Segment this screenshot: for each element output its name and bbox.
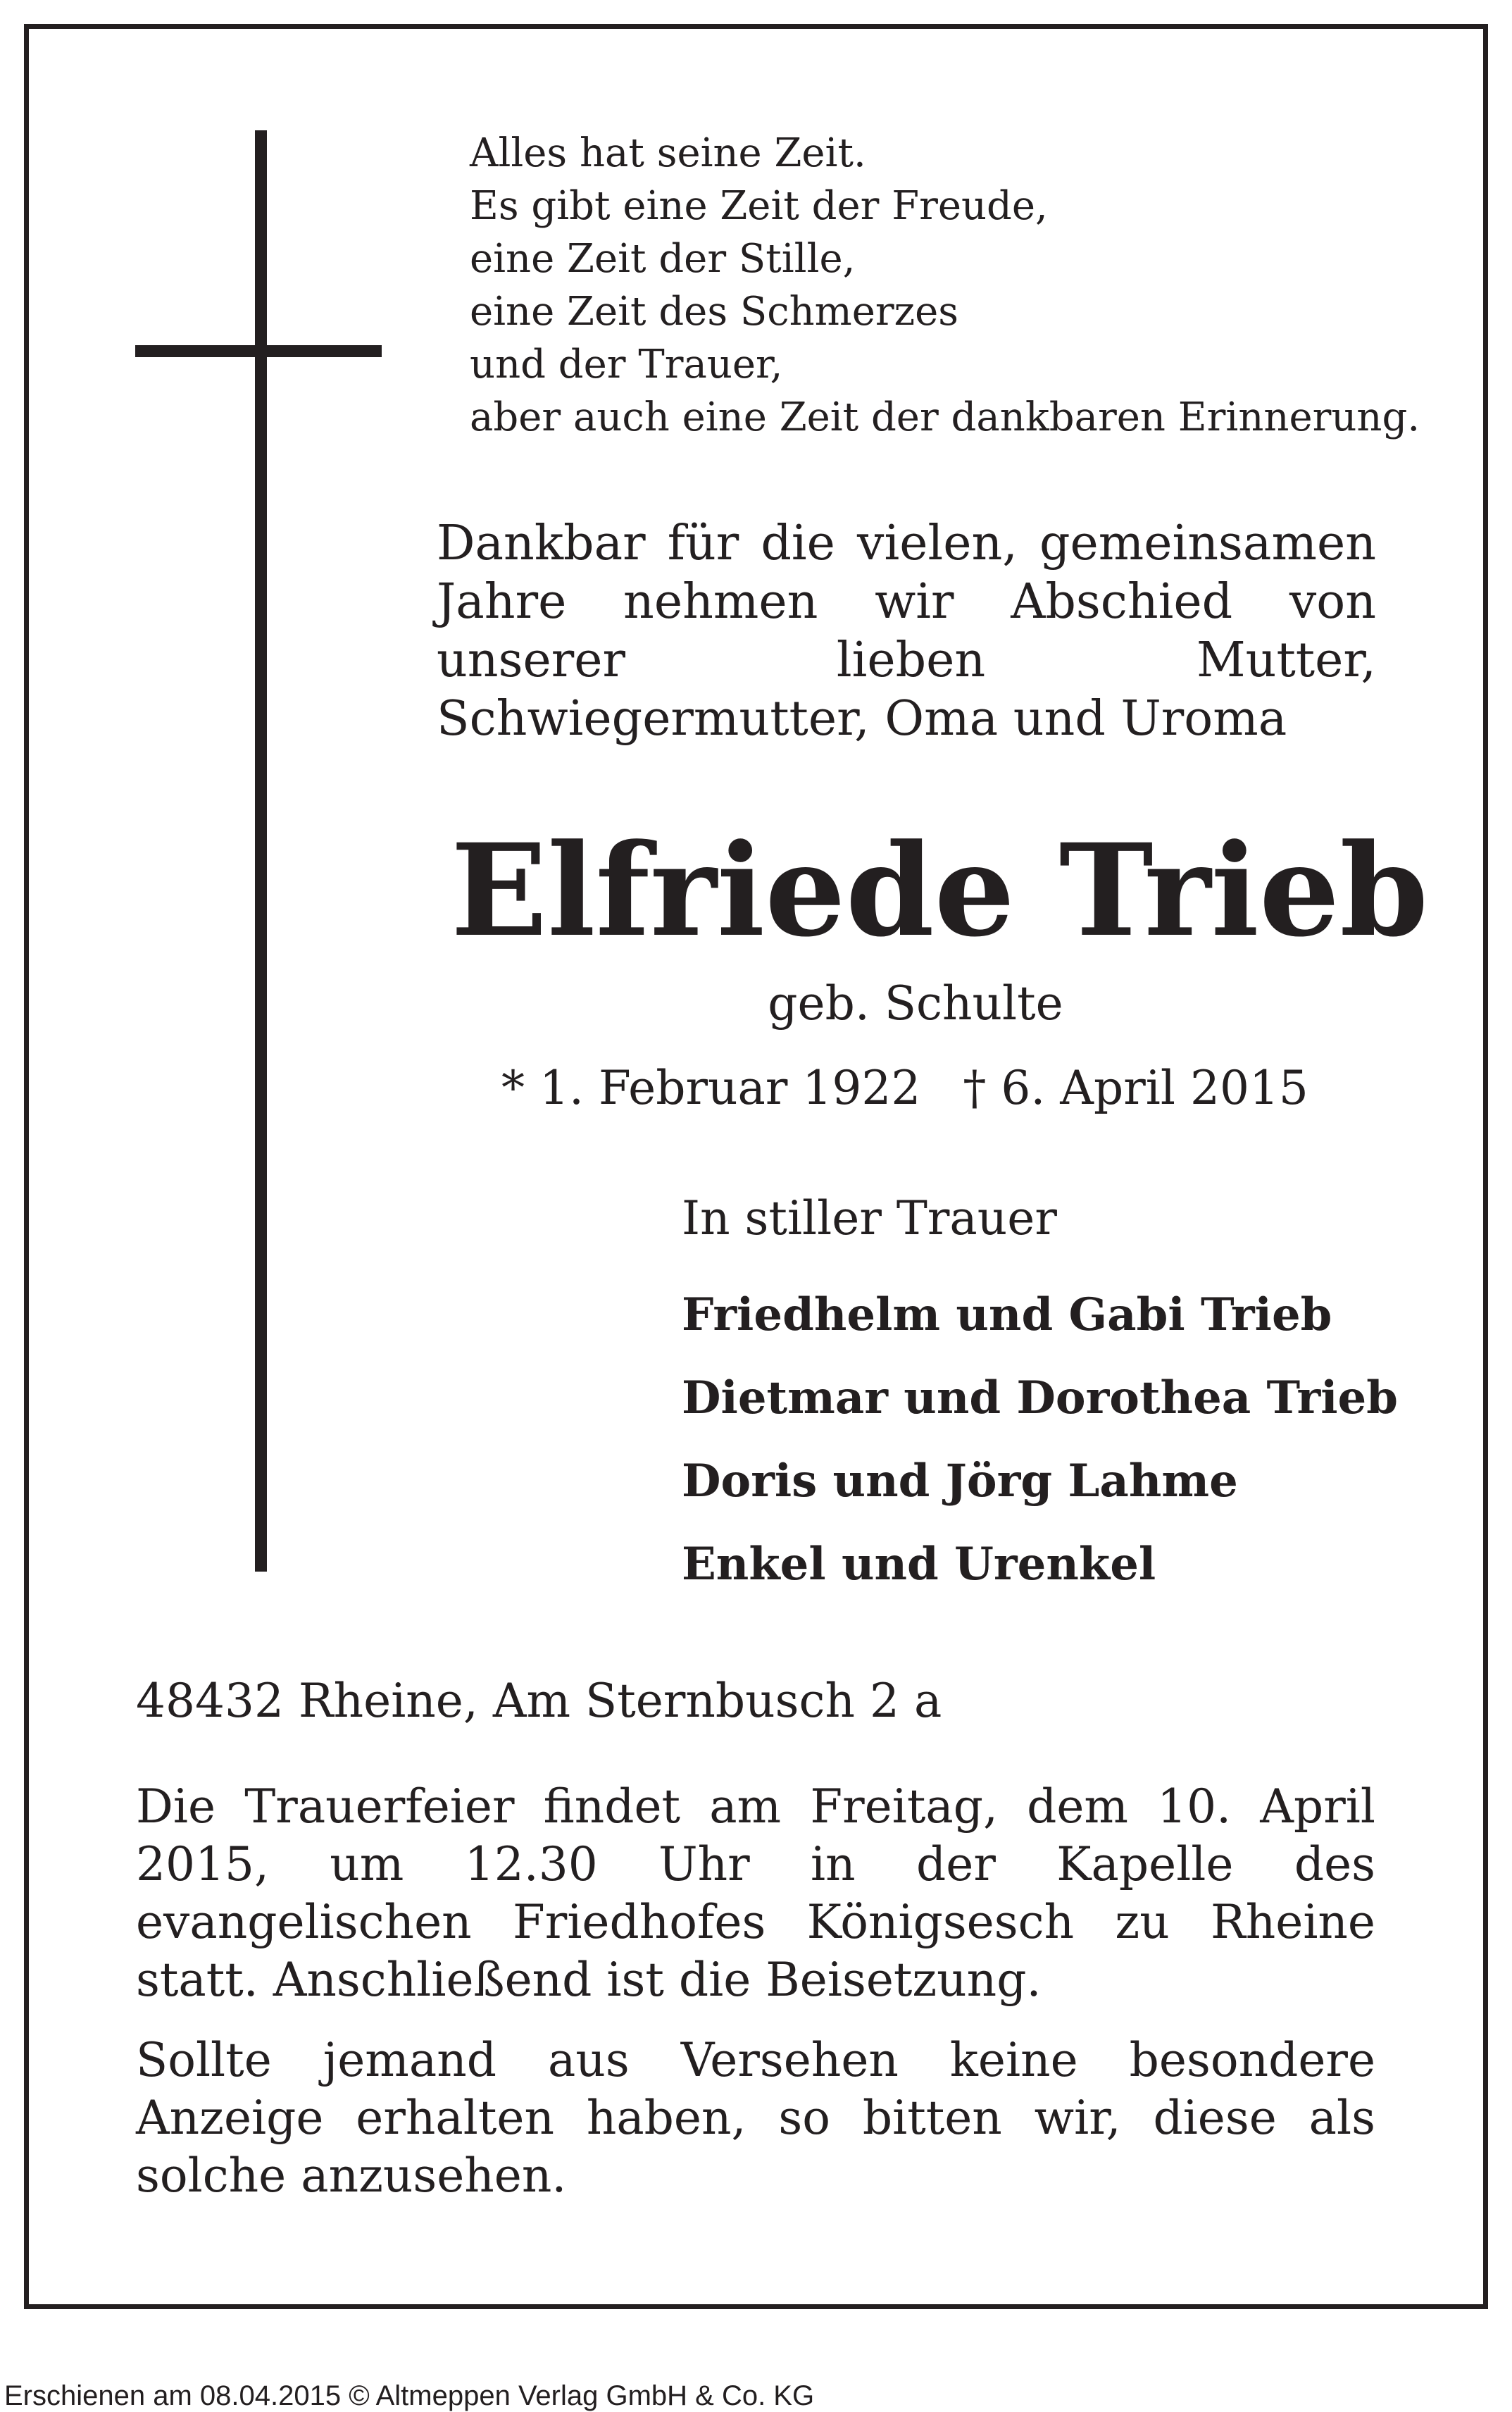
poem-line: aber auch eine Zeit der dankbaren Erinnerung. — [470, 394, 1420, 440]
mourner-name: Friedhelm und Gabi Trieb — [682, 1288, 1332, 1341]
address: 48432 Rheine, Am Sternbusch 2 a — [136, 1674, 942, 1728]
poem — [470, 127, 1420, 444]
ceremony-info: Die Trauerfeier findet am Freitag, dem 10. April 2015, um 12.30 Uhr in der Kapelle des evangelischen Friedhofes Königsesch zu Rheine statt. Anschließend ist die Beisetzung. — [136, 1779, 1375, 2007]
mourner-name: Enkel und Urenkel — [682, 1538, 1156, 1591]
intro-text: Dankbar für die vielen, gemeinsamen Jahre nehmen wir Abschied von unserer lieben Mutter, Schwiegermutter, Oma und Uroma — [437, 516, 1376, 747]
birth-date: * 1. Februar 1922 — [501, 1061, 921, 1115]
poem-line: eine Zeit der Stille, — [470, 236, 856, 282]
poem-line: und der Trauer, — [470, 342, 783, 387]
mourner-name: Doris und Jörg Lahme — [682, 1455, 1238, 1508]
poem-line: Es gibt eine Zeit der Freude, — [470, 183, 1048, 229]
poem-line: eine Zeit des Schmerzes — [470, 289, 959, 335]
maiden-name: geb. Schulte — [768, 976, 1063, 1031]
mourners-list — [682, 1274, 1398, 1606]
deceased-name: Elfriede Trieb — [451, 816, 1429, 965]
life-dates — [451, 1060, 1359, 1117]
publication-footer: Erschienen am 08.04.2015 © Altmeppen Verlag GmbH & Co. KG — [4, 2380, 815, 2411]
cross-icon-horizontal-bar — [135, 345, 382, 357]
death-date: † 6. April 2015 — [963, 1061, 1308, 1115]
notice-text: Sollte jemand aus Versehen keine besondere Anzeige erhalten haben, so bitten wir, diese als solche anzusehen. — [136, 2033, 1375, 2203]
mourners-intro: In stiller Trauer — [682, 1191, 1057, 1245]
mourner-name: Dietmar und Dorothea Trieb — [682, 1372, 1398, 1424]
poem-line: Alles hat seine Zeit. — [470, 130, 866, 176]
